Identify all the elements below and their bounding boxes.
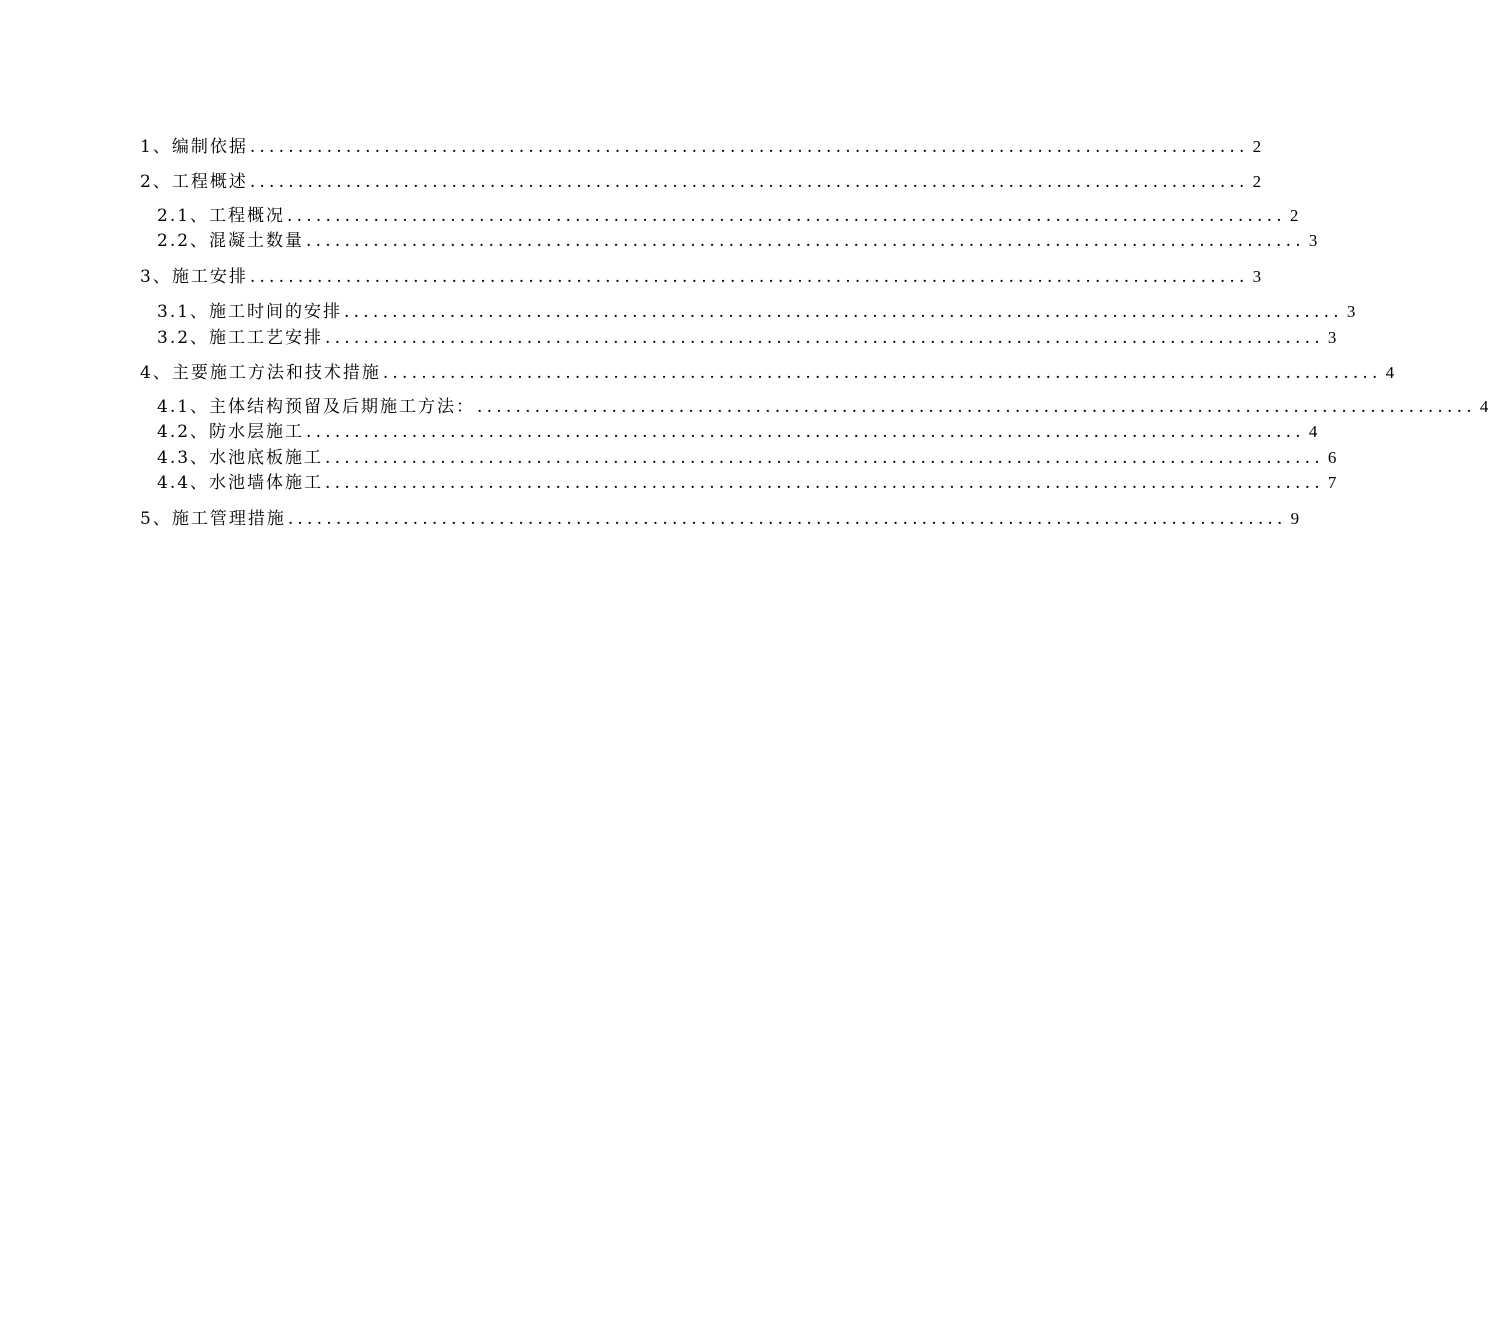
toc-dot-leader: ........................................................................................................ (249, 267, 1249, 287)
toc-entry-5[interactable] (140, 508, 1300, 530)
toc-dot-leader: ........................................................................................................ (325, 473, 1324, 493)
toc-page-number: 2 (1289, 206, 1299, 225)
toc-dot-leader: ........................................................................................................ (287, 509, 1287, 529)
toc-entry-title: 4.1、主体结构预留及后期施工方法： (157, 397, 476, 417)
toc-page-number: 3 (1346, 302, 1356, 321)
toc-entry-title: 5、施工管理措施 (140, 509, 286, 529)
toc-entry-3[interactable] (140, 266, 1262, 288)
toc-entry-title: 2.2、混凝土数量 (157, 231, 305, 251)
toc-entry-2-2[interactable] (157, 230, 1318, 252)
toc-entry-4-3[interactable] (157, 447, 1337, 469)
toc-entry-4[interactable] (140, 362, 1395, 384)
toc-entry-title: 4、主要施工方法和技术措施 (140, 363, 381, 383)
toc-page-number: 4 (1479, 397, 1488, 416)
toc-dot-leader: ........................................................................................................ (306, 231, 1305, 251)
toc-entry-2-1[interactable] (157, 205, 1299, 227)
toc-page-number: 2 (1252, 172, 1262, 191)
toc-entry-4-1[interactable] (157, 396, 1488, 418)
toc-page-number: 6 (1327, 448, 1337, 467)
toc-dot-leader: ........................................................................................................ (477, 397, 1476, 417)
toc-dot-leader: ........................................................................................................ (306, 422, 1305, 442)
toc-page-number: 3 (1327, 328, 1337, 347)
toc-entry-3-2[interactable] (157, 327, 1337, 349)
toc-entry-title: 4.3、水池底板施工 (157, 448, 324, 468)
toc-entry-title: 4.4、水池墙体施工 (157, 473, 324, 493)
toc-entry-title: 3.1、施工时间的安排 (157, 302, 343, 322)
toc-dot-leader: ........................................................................................................ (249, 137, 1249, 157)
toc-entry-4-2[interactable] (157, 421, 1318, 443)
toc-dot-leader: ........................................................................................................ (325, 328, 1324, 348)
toc-entry-title: 2、工程概述 (140, 172, 248, 192)
toc-page-number: 3 (1308, 231, 1318, 250)
toc-page-number: 4 (1385, 363, 1395, 382)
toc-dot-leader: ........................................................................................................ (344, 302, 1343, 322)
toc-entry-title: 4.2、防水层施工 (157, 422, 305, 442)
toc-page-number: 2 (1252, 137, 1262, 156)
toc-entry-title: 3.2、施工工艺安排 (157, 328, 324, 348)
toc-page-number: 4 (1308, 422, 1318, 441)
toc-dot-leader: ........................................................................................................ (249, 172, 1249, 192)
toc-dot-leader: ........................................................................................................ (287, 206, 1286, 226)
toc-dot-leader: ........................................................................................................ (325, 448, 1324, 468)
toc-entry-title: 2.1、工程概况 (157, 206, 286, 226)
toc-entry-2[interactable] (140, 171, 1262, 193)
toc-entry-4-4[interactable] (157, 472, 1337, 494)
toc-entry-title: 1、编制依据 (140, 137, 248, 157)
toc-page-number: 9 (1290, 509, 1300, 528)
toc-page-number: 7 (1327, 473, 1337, 492)
toc-entry-3-1[interactable] (157, 301, 1356, 323)
toc-dot-leader: ........................................................................................................ (382, 363, 1382, 383)
toc-entry-1[interactable] (140, 136, 1262, 158)
toc-page-number: 3 (1252, 267, 1262, 286)
toc-entry-title: 3、施工安排 (140, 267, 248, 287)
